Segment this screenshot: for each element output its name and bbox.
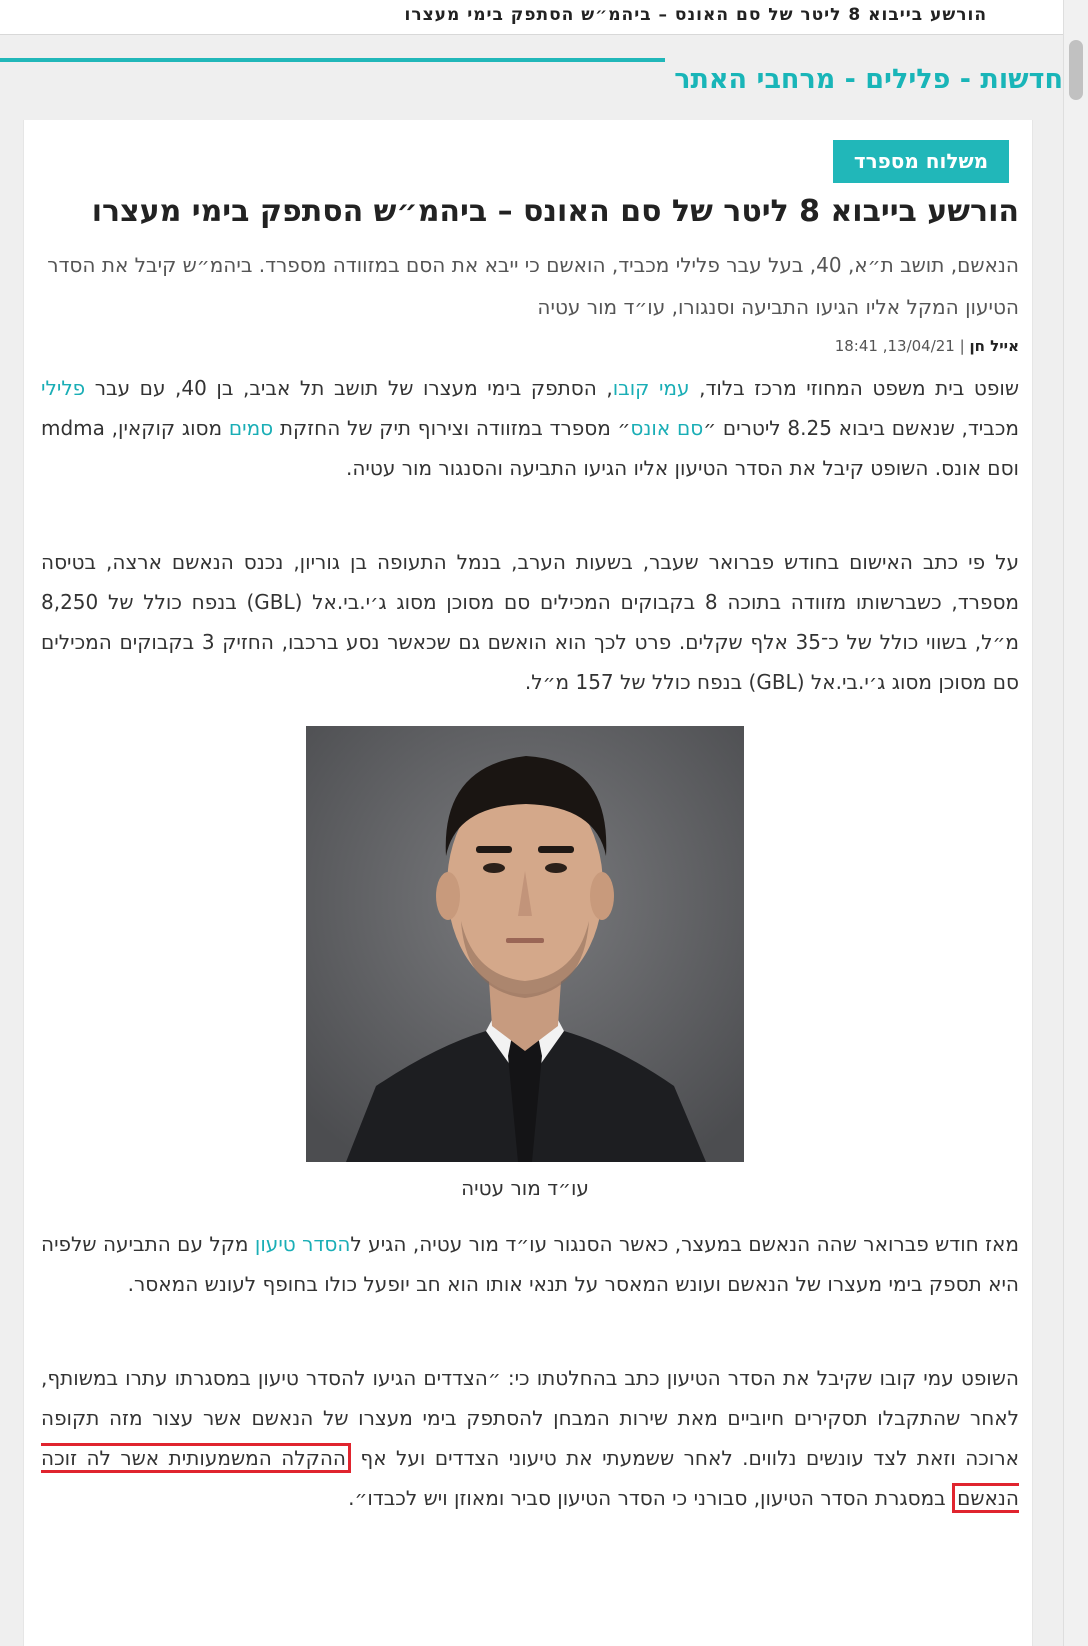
paragraph-text: מקל עם התביעה שלפיה היא תספק בימי מעצרו של הנאשם ועונש המאסר על תנאי אותו הוא חב יופעל כולו בחופף לעונש המאסר. xyxy=(41,1232,1019,1296)
link-criminal[interactable]: פלילי xyxy=(41,376,86,400)
section-breadcrumb[interactable]: חדשות - פלילים - מרחבי האתר xyxy=(674,64,1063,95)
paragraph-text: ״ מספרד במזוודה וצירוף תיק של החזקת xyxy=(273,416,631,440)
section-divider-line xyxy=(0,58,665,62)
page-top-bar xyxy=(0,0,1063,35)
top-page-title: הורשע בייבוא 8 ליטר של סם האונס – ביהמ״ש הסתפק בימי מעצרו xyxy=(404,5,987,25)
article-paragraph-1 xyxy=(41,368,1019,488)
paragraph-text: שופט בית משפט המחוזי מרכז בלוד, xyxy=(689,376,1019,400)
article-paragraph-2: על פי כתב האישום בחודש פברואר שעבר, בשעות הערב, בנמל התעופה בן גוריון, נכנס הנאשם ארצה, בטיסה מספרד, כשברשותו מזוודה בתוכה 8 בקבוקים המכילים סם מסוכן מסוג ג׳י.בי.אל (GBL) בנפח כולל של 8,250 מ״ל, בשווי כולל של כ־35 אלף שקלים. פרט לכך הוא הואשם גם שכאשר נסע ברכבו, החזיק 3 בקבוקים המכילים סם מסוכן מסוג ג׳י.בי.אל (GBL) בנפח כולל של 157 מ״ל. xyxy=(41,550,1020,694)
article-byline xyxy=(835,337,1019,355)
paragraph-text: מאז חודש פברואר שהה הנאשם במעצר, כאשר הסנגור עו״ד מור עטיה, הגיע ל xyxy=(350,1232,1020,1256)
link-plea-bargain[interactable]: הסדר טיעון xyxy=(254,1232,351,1256)
article-paragraph-4 xyxy=(41,1358,1019,1518)
article-card xyxy=(23,120,1033,1646)
article-lead: הנאשם, תושב ת״א, 40, בעל עבר פלילי מכביד, הואשם כי ייבא את הסם במזוודה מספרד. ביהמ״ש קיבל את הסדר הטיעון המקל אליו הגיעו התביעה וסנגורו, עו״ד מור עטיה xyxy=(47,253,1019,319)
portrait-illustration xyxy=(306,726,744,1162)
highlighted-phrase: ההקלה המשמעותית אשר לה זוכה הנאשם xyxy=(41,1443,1019,1513)
paragraph-text: , הסתפק בימי מעצרו של תושב תל אביב, בן 40, עם עבר xyxy=(85,376,613,400)
scrollbar-thumb[interactable] xyxy=(1069,40,1083,100)
photo-caption: עו״ד מור עטיה xyxy=(461,1176,589,1200)
paragraph-text: מסוג קוקאין, mdma וסם אונס. השופט קיבל את הסדר הטיעון אליו הגיעו התביעה והסנגור מור עטיה. xyxy=(41,416,1019,480)
lawyer-photo xyxy=(306,726,744,1162)
link-drugs[interactable]: סמים xyxy=(228,416,274,440)
paragraph-text: מכביד, שנאשם ביבוא 8.25 ליטרים ״ xyxy=(703,416,1019,440)
article-paragraph-3 xyxy=(41,1224,1019,1304)
author-name[interactable]: אייל חן xyxy=(969,337,1019,355)
article-tag[interactable]: משלוח מספרד xyxy=(833,140,1009,183)
article-headline: הורשע בייבוא 8 ליטר של סם האונס – ביהמ״ש הסתפק בימי מעצרו xyxy=(91,194,1019,229)
scrollbar[interactable] xyxy=(1063,0,1088,1646)
paragraph-text: במסגרת הסדר הטיעון, סבורני כי הסדר הטיעון סביר ומאוזן ויש לכבדו״. xyxy=(348,1486,953,1510)
link-rape-drug[interactable]: סם אונס xyxy=(630,416,704,440)
byline-separator: | xyxy=(959,337,965,355)
paragraph-text: השופט עמי קובו שקיבל את הסדר הטיעון כתב בהחלטתו כי: ״הצדדים הגיעו להסדר טיעון במסגרתו עתרו במשותף, לאחר שהתקבלו תסקירים חיוביים מאת שירות המבחן להסתפק בימי מעצרו של הנאשם אשר עצור מזה תקופה ארוכה וזאת לצד עונשים נלווים. לאחר ששמעתי את טיעוני הצדדים ועל אף xyxy=(41,1366,1019,1470)
publish-date: 13/04/21, 18:41 xyxy=(834,337,955,355)
link-judge-name[interactable]: עמי קובו xyxy=(612,376,690,400)
